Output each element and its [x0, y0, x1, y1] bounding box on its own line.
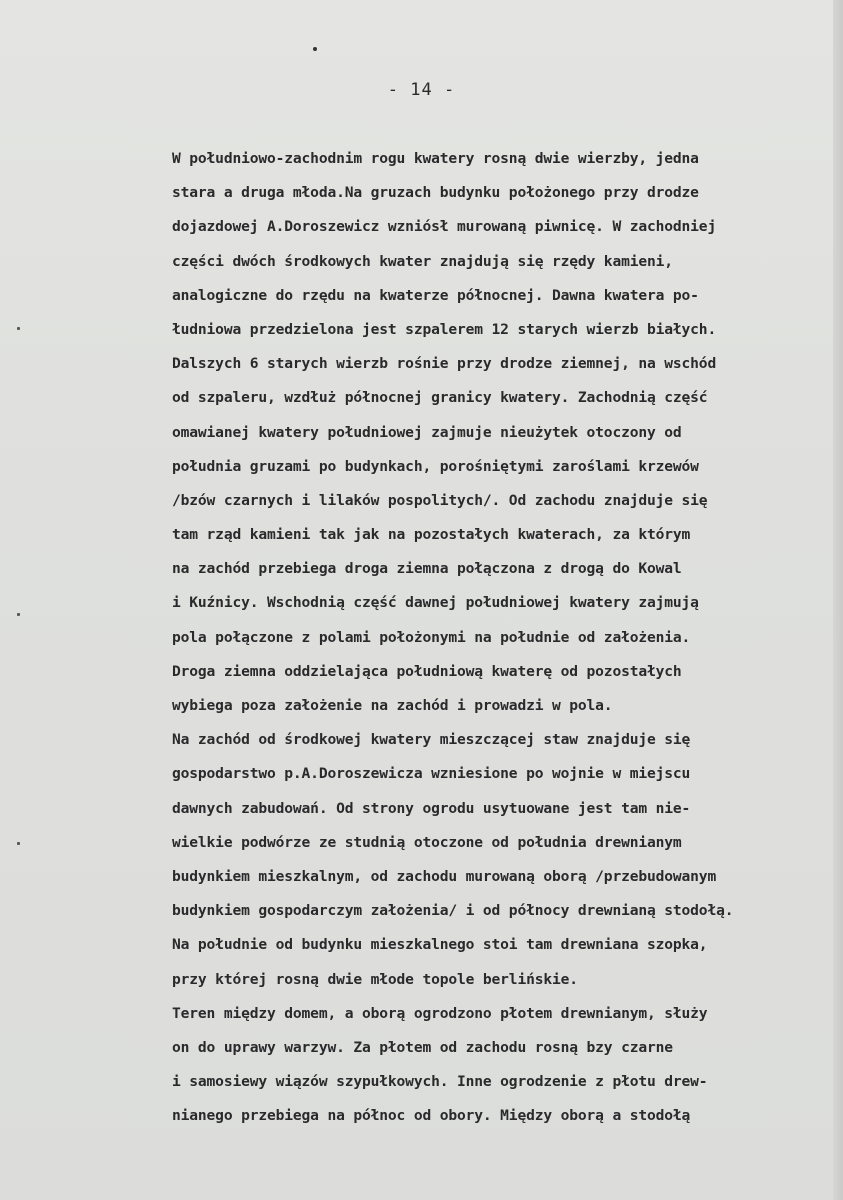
margin-mark — [17, 613, 20, 616]
text-line: Na zachód od środkowej kwatery mieszczącej staw znajduje się — [172, 731, 691, 749]
text-line: wybiega poza założenie na zachód i prowadzi w pola. — [172, 697, 613, 714]
text-line: łudniowa przedzielona jest szpalerem 12 starych wierzb białych. — [172, 320, 717, 338]
text-line: omawianej kwatery południowej zajmuje nieużytek otoczony od — [172, 423, 682, 441]
body-text — [172, 142, 822, 1133]
text-line: analogiczne do rzędu na kwaterze północnej. Dawna kwatera po- — [172, 286, 699, 304]
text-line: i samosiewy wiązów szypułkowych. Inne ogrodzenie z płotu drew- — [172, 1073, 708, 1091]
ink-dot — [313, 47, 317, 51]
margin-mark — [17, 842, 20, 845]
paper-edge — [833, 0, 843, 1200]
text-line: od szpaleru, wzdłuż północnej granicy kwatery. Zachodnią część — [172, 389, 708, 407]
text-line: południa gruzami po budynkach, porośniętymi zaroślami krzewów — [172, 457, 699, 475]
text-line: Dalszych 6 starych wierzb rośnie przy drodze ziemnej, na wschód — [172, 355, 717, 373]
text-line: Droga ziemna oddzielająca południową kwaterę od pozostałych — [172, 662, 682, 680]
text-line: części dwóch środkowych kwater znajdują się rzędy kamieni, — [172, 252, 673, 270]
text-line: dojazdowej A.Doroszewicz wzniósł murowaną piwnicę. W zachodniej — [172, 218, 717, 236]
text-line: budynkiem gospodarczym założenia/ i od północy drewnianą stodołą. — [172, 902, 734, 920]
text-line: tam rząd kamieni tak jak na pozostałych kwaterach, za którym — [172, 526, 691, 544]
page-number: - 14 - — [387, 80, 456, 100]
text-line: wielkie podwórze ze studnią otoczone od południa drewnianym — [172, 833, 682, 851]
text-line: gospodarstwo p.A.Doroszewicza wzniesione po wojnie w miejscu — [172, 765, 691, 783]
text-line: przy której rosną dwie młode topole berlińskie. — [172, 970, 578, 988]
text-line: dawnych zabudowań. Od strony ogrodu usytuowane jest tam nie- — [172, 799, 691, 817]
text-line: Na południe od budynku mieszkalnego stoi tam drewniana szopka, — [172, 936, 708, 954]
text-line: na zachód przebiega droga ziemna połączona z drogą do Kowal — [172, 560, 682, 578]
text-line: stara a druga młoda.Na gruzach budynku położonego przy drodze — [172, 184, 699, 202]
text-line: pola połączone z polami położonymi na południe od założenia. — [172, 628, 691, 646]
text-line: Teren między domem, a oborą ogrodzono płotem drewnianym, służy — [172, 1004, 708, 1022]
text-line: on do uprawy warzyw. Za płotem od zachodu rosną bzy czarne — [172, 1038, 673, 1056]
text-line: i Kuźnicy. Wschodnią część dawnej południowej kwatery zajmują — [172, 594, 699, 612]
margin-mark — [17, 327, 20, 330]
text-line: /bzów czarnych i lilaków pospolitych/. Od zachodu znajduje się — [172, 491, 708, 509]
text-line: budynkiem mieszkalnym, od zachodu murowaną oborą /przebudowanym — [172, 867, 717, 885]
text-line: nianego przebiega na północ od obory. Między oborą a stodołą — [172, 1107, 691, 1125]
text-line: W południowo-zachodnim rogu kwatery rosną dwie wierzby, jedna — [172, 150, 699, 167]
